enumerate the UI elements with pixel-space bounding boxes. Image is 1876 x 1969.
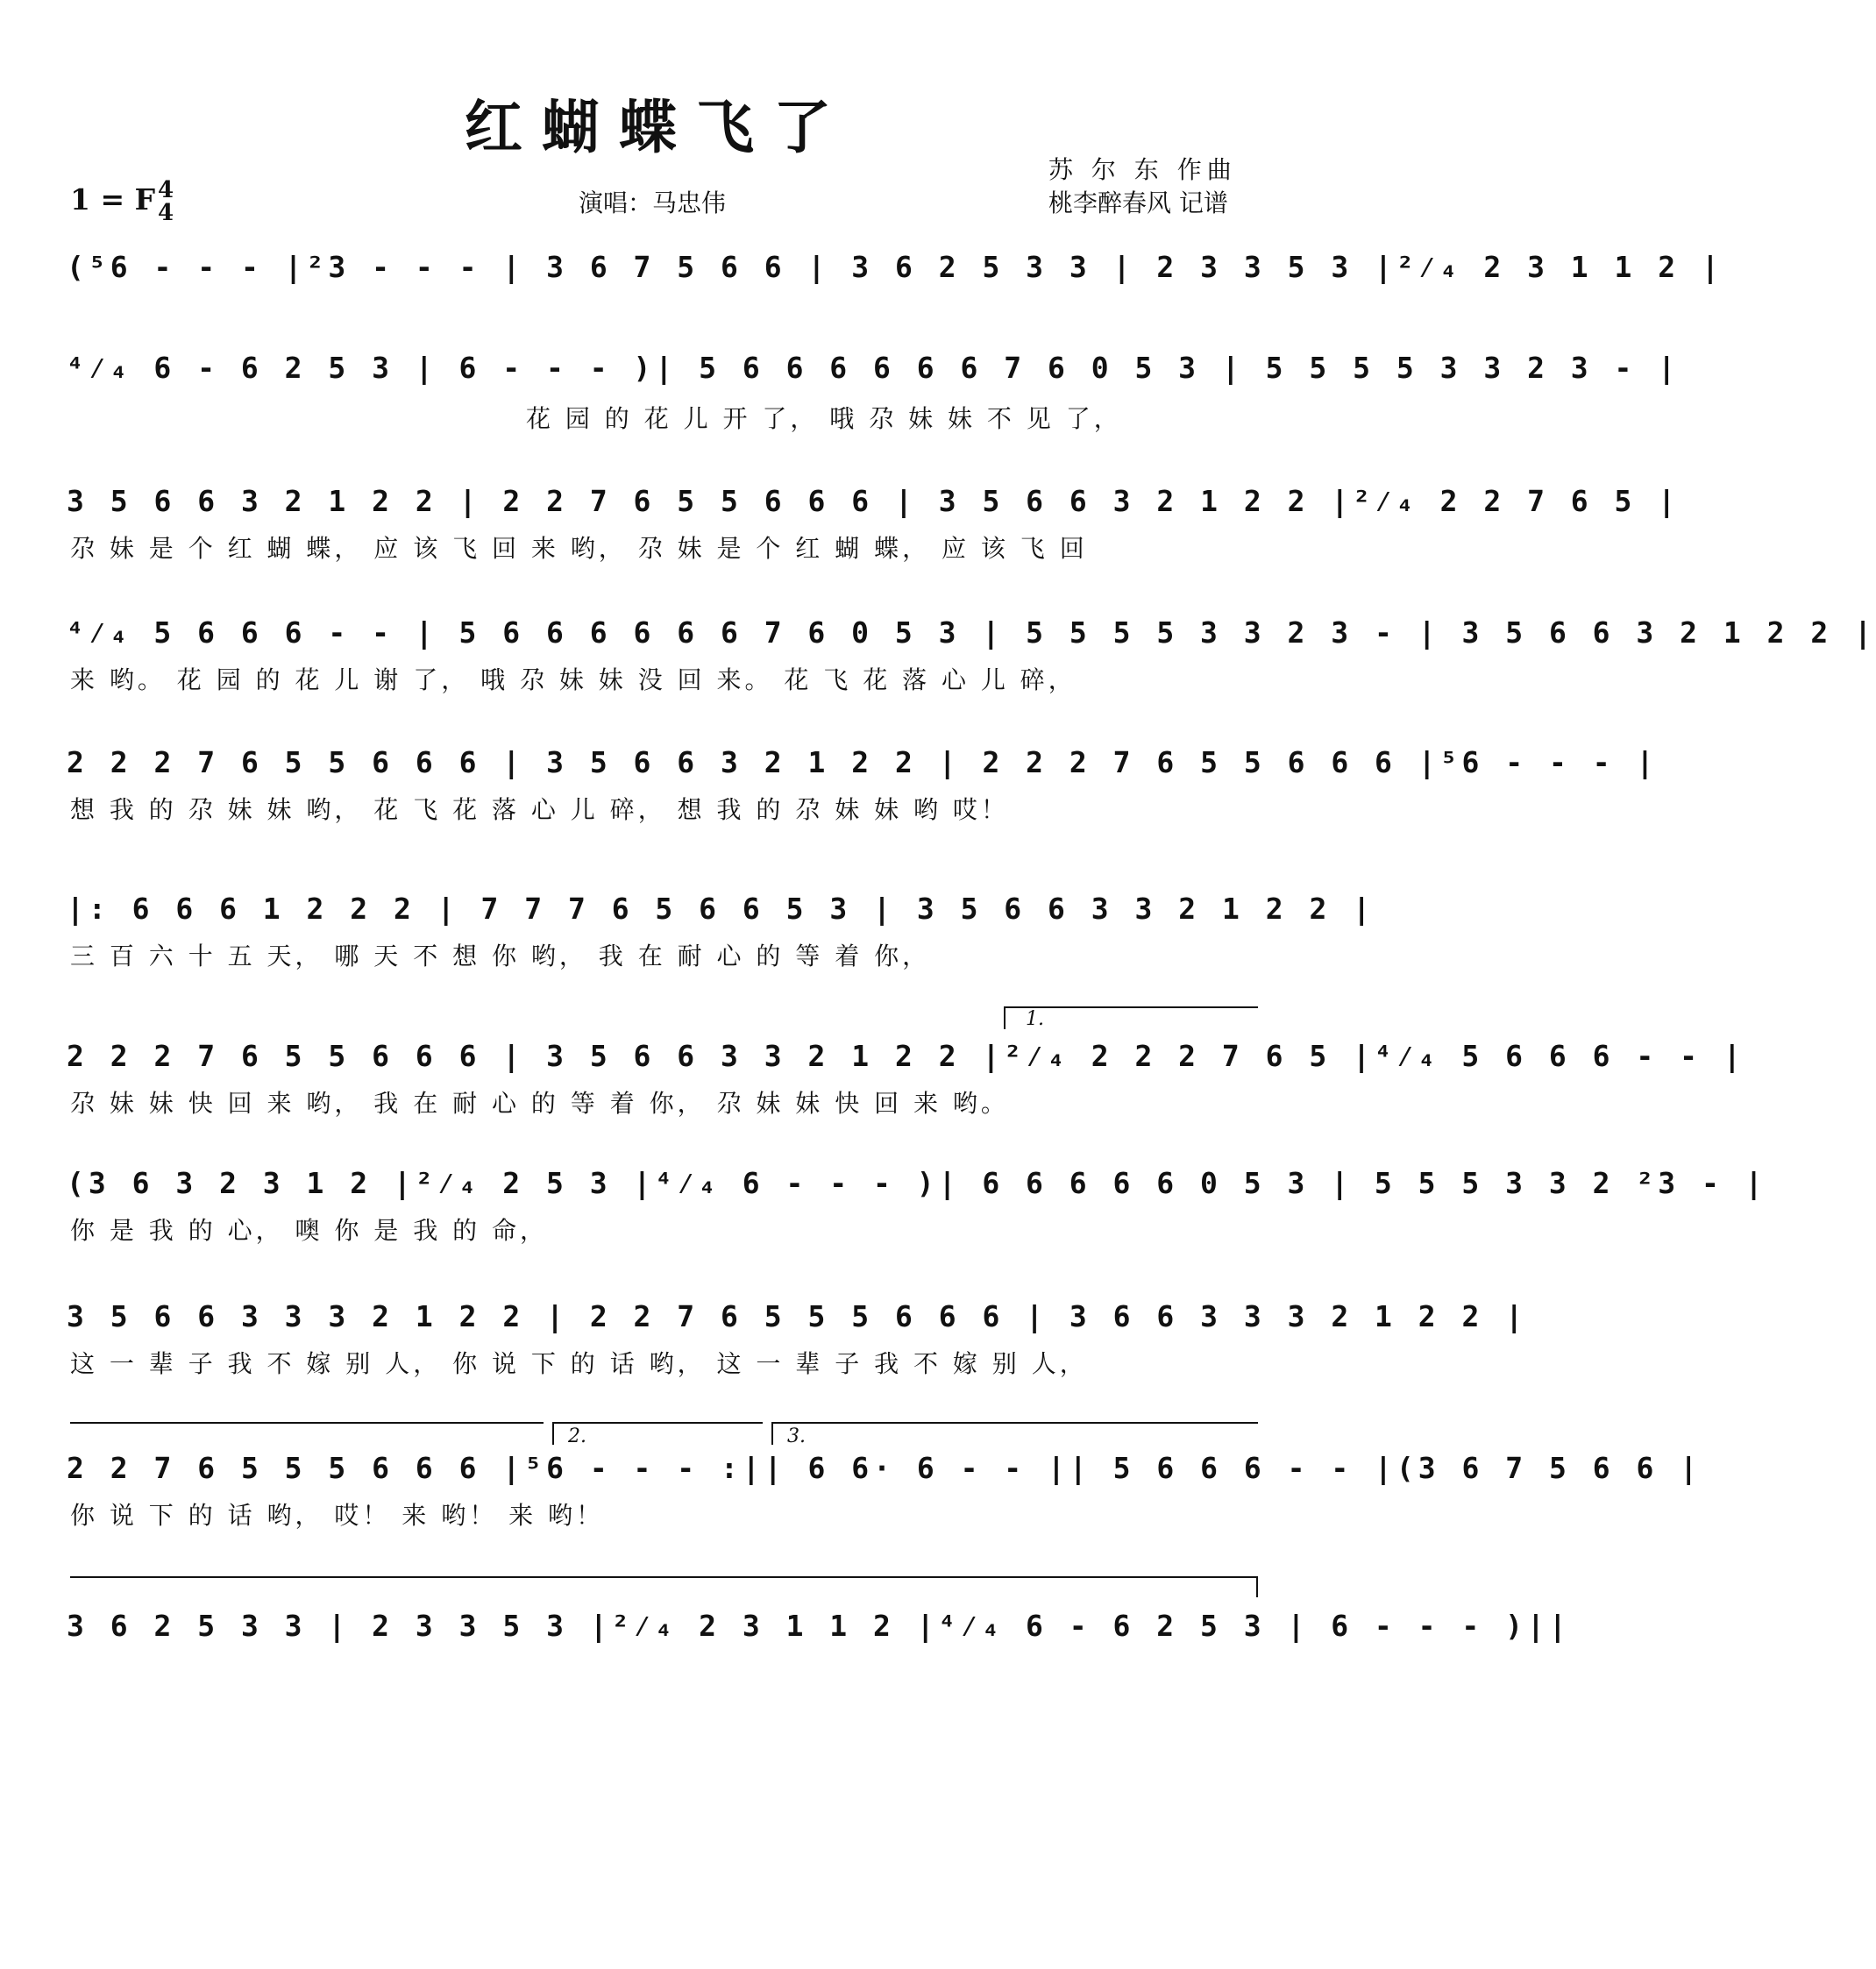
lyric-line: 你 是 我 的 心， 噢 你 是 我 的 命， — [70, 1216, 549, 1245]
ending-bracket-2 — [552, 1422, 763, 1424]
ending-number: 3. — [787, 1425, 806, 1447]
notation-line: 3 6 2 5 3 3 | 2 3 3 5 3 |²⁄₄ 2 3 1 1 2 |⁴⁄₄ 6 - 6 2 5 3 | 6 - - - )|| — [67, 1609, 1571, 1643]
ending-bracket-repeat — [70, 1422, 544, 1424]
ending-bracket-1-edge — [1004, 1006, 1006, 1029]
notation-line: ⁴⁄₄ 6 - 6 2 5 3 | 6 - - - )| 5 6 6 6 6 6 6 7 6 0 5 3 | 5 5 5 5 3 3 2 3 - | — [67, 351, 1681, 385]
notation-line: ⁴⁄₄ 5 6 6 6 - - | 5 6 6 6 6 6 6 7 6 0 5 3 | 5 5 5 5 3 3 2 3 - | 3 5 6 6 3 2 1 2 2 | — [67, 615, 1876, 650]
ending-number: 1. — [1026, 1008, 1044, 1030]
lyric-line: 这 一 辈 子 我 不 嫁 别 人， 你 说 下 的 话 哟， 这 一 辈 子 我 不 嫁 别 人， — [70, 1349, 1088, 1378]
song-title: 红蝴蝶飞了 — [465, 93, 850, 161]
lyric-line: 来 哟。 花 园 的 花 儿 谢 了， 哦 尕 妹 妹 没 回 来。 花 飞 花 落 心 儿 碎， — [70, 665, 1077, 694]
lyric-line: 三 百 六 十 五 天， 哪 天 不 想 你 哟， 我 在 耐 心 的 等 着 你， — [70, 942, 931, 970]
composer-credit: 苏 尔 东 作曲 — [1048, 155, 1237, 184]
ending-number: 2. — [568, 1425, 586, 1447]
notation-line: (⁵6 - - - |²3 - - - | 3 6 7 5 6 6 | 3 6 2 5 3 3 | 2 3 3 5 3 |²⁄₄ 2 3 1 1 2 | — [67, 250, 1723, 284]
performer-credit: 演唱：马忠伟 — [579, 188, 727, 217]
transcriber-credit: 桃李醉春风 记谱 — [1048, 188, 1228, 217]
notation-line: 3 5 6 6 3 3 3 2 1 2 2 | 2 2 7 6 5 5 5 6 6 6 | 3 6 6 3 3 3 2 1 2 2 | — [67, 1299, 1528, 1333]
ending-bracket-coda — [70, 1576, 1258, 1578]
ending-bracket-3-edge — [771, 1422, 773, 1445]
ending-bracket-3 — [771, 1422, 1258, 1424]
notation-line: (3 6 3 2 3 1 2 |²⁄₄ 2 5 3 |⁴⁄₄ 6 - - - )| 6 6 6 6 6 0 5 3 | 5 5 5 3 3 2 ²3 - | — [67, 1166, 1767, 1200]
notation-line: 2 2 2 7 6 5 5 6 6 6 | 3 5 6 6 3 2 1 2 2 | 2 2 2 7 6 5 5 6 6 6 |⁵6 - - - | — [67, 745, 1659, 779]
notation-line: |: 6 6 6 1 2 2 2 | 7 7 7 6 5 6 6 5 3 | 3 5 6 6 3 3 2 1 2 2 | — [67, 892, 1375, 926]
time-signature-top: 4 — [158, 177, 174, 203]
lyric-line: 尕 妹 妹 快 回 来 哟， 我 在 耐 心 的 等 着 你， 尕 妹 妹 快 回 来 哟。 — [70, 1089, 1009, 1118]
notation-line: 3 5 6 6 3 2 1 2 2 | 2 2 7 6 5 5 6 6 6 | 3 5 6 6 3 2 1 2 2 |²⁄₄ 2 2 7 6 5 | — [67, 484, 1681, 518]
ending-bracket-coda-edge — [1256, 1576, 1258, 1597]
lyric-line: 想 我 的 尕 妹 妹 哟， 花 飞 花 落 心 儿 碎， 想 我 的 尕 妹 妹 哟 哎！ — [70, 795, 1009, 824]
notation-line: 2 2 2 7 6 5 5 6 6 6 | 3 5 6 6 3 3 2 1 2 2 |²⁄₄ 2 2 2 7 6 5 |⁴⁄₄ 5 6 6 6 - - | — [67, 1039, 1745, 1073]
time-signature — [158, 179, 174, 224]
notation-line: 2 2 7 6 5 5 5 6 6 6 |⁵6 - - - :|| 6 6· 6 - - || 5 6 6 6 - - |(3 6 7 5 6 6 | — [67, 1451, 1702, 1485]
lyric-line: 你 说 下 的 话 哟， 哎！ 来 哟！ 来 哟！ — [70, 1501, 605, 1530]
lyric-line: 尕 妹 是 个 红 蝴 蝶， 应 该 飞 回 来 哟， 尕 妹 是 个 红 蝴 蝶， 应 该 飞 回 — [70, 534, 1088, 563]
key-signature: 1 = F — [70, 182, 156, 217]
time-signature-bottom: 4 — [158, 200, 174, 226]
lyric-line: 花 园 的 花 儿 开 了， 哦 尕 妹 妹 不 见 了， — [526, 404, 1122, 433]
ending-bracket-2-edge — [552, 1422, 554, 1445]
